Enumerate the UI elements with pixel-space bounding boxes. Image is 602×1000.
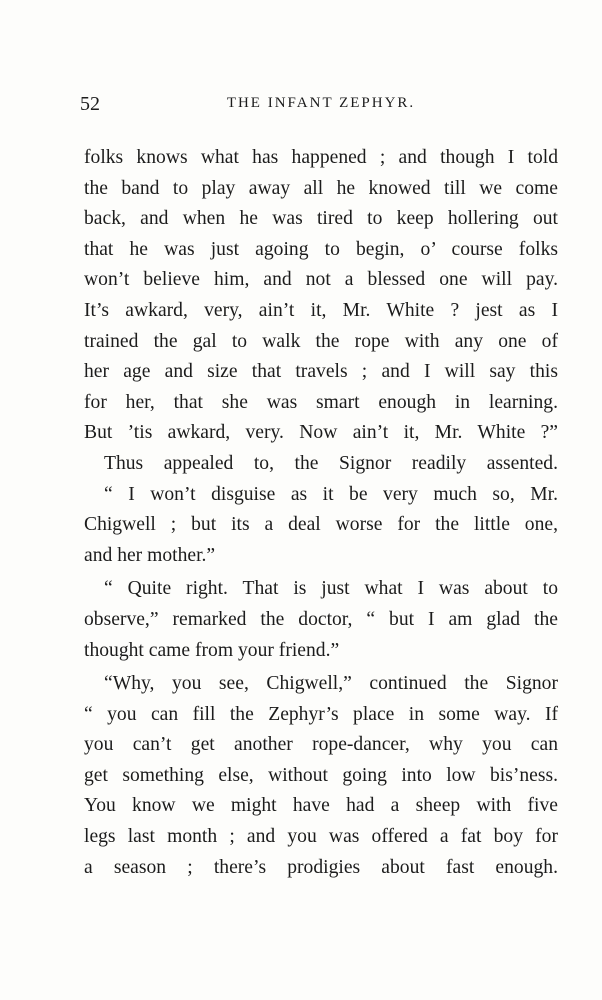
text-line: thought came from your friend.” [84, 639, 340, 661]
text-line: a season ; there’s prodigies about fast enough. [84, 856, 558, 878]
text-line: observe,” remarked the doctor, “ but I am glad the [84, 608, 558, 630]
running-head: THE INFANT ZEPHYR. [226, 95, 416, 111]
text-line: It’s awkard, very, ain’t it, Mr. White ? jest as I [84, 299, 558, 321]
body-text [84, 143, 558, 883]
text-line: “ I won’t disguise as it be very much so, Mr. [104, 483, 558, 505]
text-line: Chigwell ; but its a deal worse for the little one, [84, 514, 558, 536]
text-line: that he was just agoing to begin, o’ course folks [84, 238, 558, 260]
text-line: won’t believe him, and not a blessed one will pay. [84, 269, 558, 291]
text-line: trained the gal to walk the rope with any one of [84, 330, 558, 352]
text-line: and her mother.” [84, 544, 216, 566]
text-line: “ you can fill the Zephyr’s place in some way. If [84, 703, 558, 725]
page-header [80, 93, 562, 119]
text-line: get something else, without going into low bis’ness. [84, 764, 558, 786]
text-line: folks knows what has happened ; and though I told [84, 147, 558, 168]
text-line: back, and when he was tired to keep hollering out [84, 208, 558, 230]
page-number: 52 [80, 93, 100, 115]
text-line: for her, that she was smart enough in learning. [84, 391, 558, 413]
text-line: “ Quite right. That is just what I was about to [104, 578, 558, 600]
text-line: her age and size that travels ; and I will say this [84, 361, 558, 383]
text-line: But ’tis awkard, very. Now ain’t it, Mr. White ?” [84, 422, 558, 444]
text-line: You know we might have had a sheep with five [84, 795, 558, 817]
text-line: you can’t get another rope-dancer, why you can [84, 734, 558, 756]
text-line: the band to play away all he knowed till we come [84, 177, 558, 199]
text-line: Thus appealed to, the Signor readily assented. [104, 452, 558, 474]
text-line: “Why, you see, Chigwell,” continued the Signor [104, 673, 558, 695]
text-line: legs last month ; and you was offered a fat boy for [84, 826, 558, 848]
